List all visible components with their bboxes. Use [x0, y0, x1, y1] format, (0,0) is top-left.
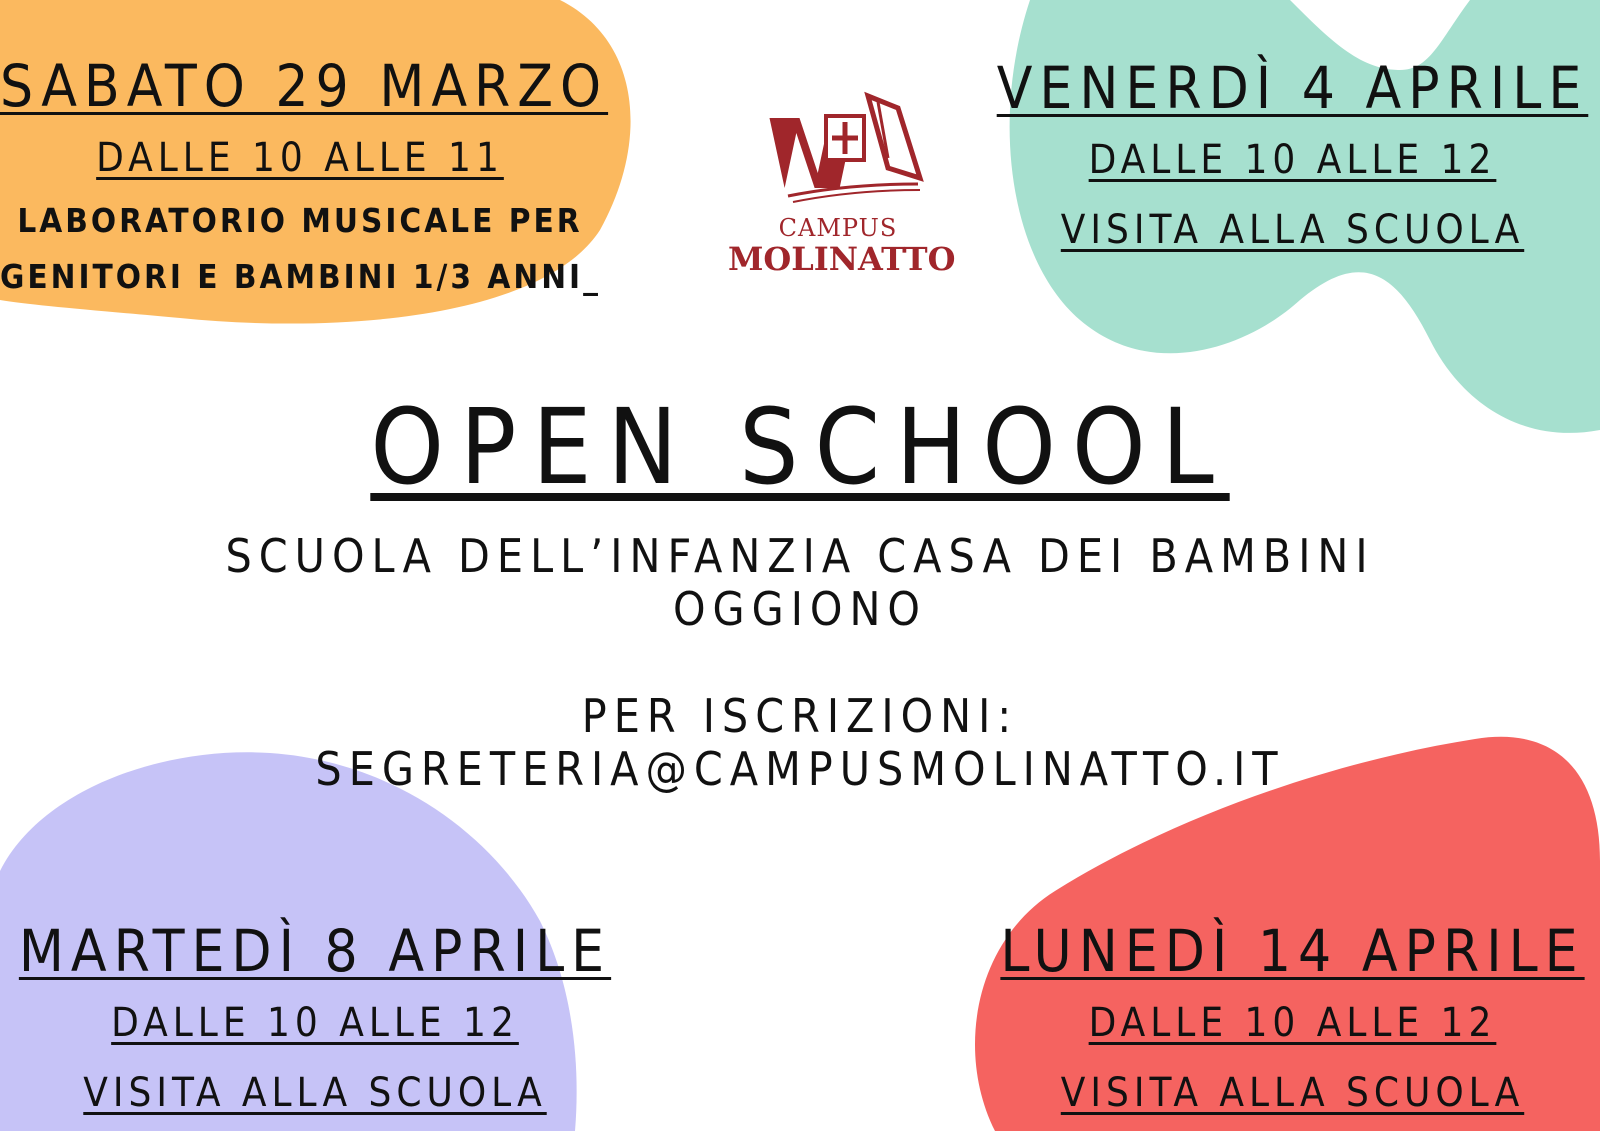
event-desc-line1: LABORATORIO MUSICALE PER — [17, 200, 583, 240]
event-desc: VISITA ALLA SCUOLA — [1060, 206, 1525, 253]
main-info — [0, 386, 1600, 797]
event-time: DALLE 10 ALLE 12 — [1088, 999, 1497, 1046]
event-time: DALLE 10 ALLE 12 — [1088, 136, 1497, 183]
event-top-right — [995, 52, 1590, 265]
campus-molinatto-logo — [728, 88, 956, 278]
signup-email[interactable]: SEGRETERIA@CAMPUSMOLINATTO.IT — [315, 742, 1285, 797]
event-desc: VISITA ALLA SCUOLA — [1060, 1069, 1525, 1116]
event-date: VENERDÌ 4 APRILE — [996, 54, 1589, 122]
page-title: OPEN SCHOOL — [370, 386, 1230, 508]
school-town: OGGIONO — [672, 582, 927, 637]
book-crest-icon — [748, 88, 928, 208]
school-name: SCUOLA DELL’INFANZIA CASA DEI BAMBINI — [225, 529, 1375, 584]
event-top-left — [0, 50, 609, 306]
signup-label: PER ISCRIZIONI: — [581, 689, 1019, 744]
event-date: LUNEDÌ 14 APRILE — [1000, 917, 1585, 985]
logo-line1: CAMPUS — [778, 214, 898, 242]
event-desc: VISITA ALLA SCUOLA — [83, 1069, 547, 1116]
event-bottom-right — [995, 915, 1590, 1128]
event-time: DALLE 10 ALLE 11 — [96, 134, 504, 181]
event-time: DALLE 10 ALLE 12 — [111, 999, 519, 1046]
event-date: SABATO 29 MARZO — [0, 52, 609, 120]
event-desc-line2: GENITORI E BAMBINI 1/3 ANNI_ — [0, 257, 601, 297]
event-date: MARTEDÌ 8 APRILE — [18, 917, 612, 985]
event-bottom-left — [10, 915, 620, 1128]
logo-line2: MOLINATTO — [728, 240, 956, 278]
